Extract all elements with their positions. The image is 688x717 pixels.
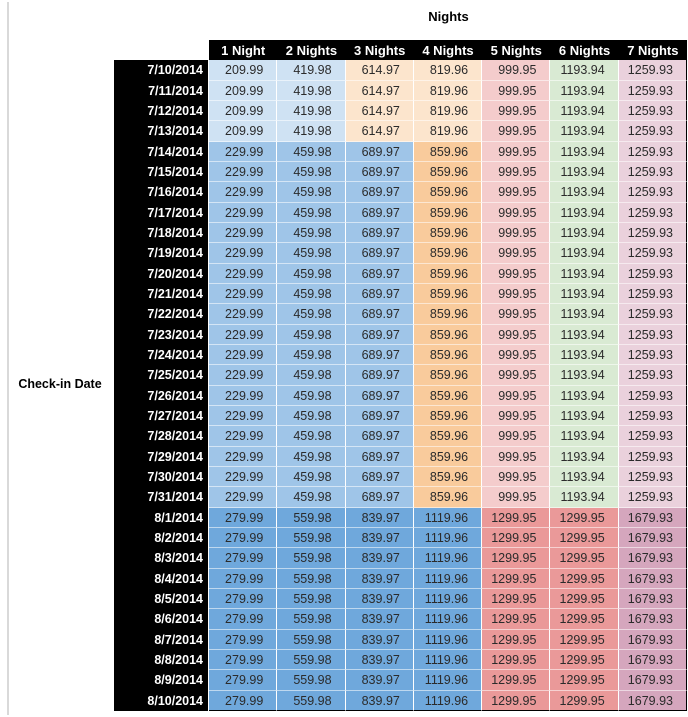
price-cell: 839.97 xyxy=(346,589,414,609)
price-cell: 1259.93 xyxy=(619,284,687,304)
price-cell: 819.96 xyxy=(414,60,482,80)
price-cell: 209.99 xyxy=(209,81,277,101)
price-cell: 1679.93 xyxy=(619,691,687,711)
price-cell: 1193.94 xyxy=(550,386,618,406)
row-label-date: 7/17/2014 xyxy=(114,203,209,223)
row-label-date: 8/3/2014 xyxy=(114,548,209,568)
price-cell: 689.97 xyxy=(346,223,414,243)
price-cell: 999.95 xyxy=(482,284,550,304)
price-cell: 1119.96 xyxy=(414,650,482,670)
row-label-date: 7/19/2014 xyxy=(114,243,209,263)
price-cell: 859.96 xyxy=(414,264,482,284)
price-cell: 1119.96 xyxy=(414,609,482,629)
price-cell: 229.99 xyxy=(209,447,277,467)
price-cell: 1299.95 xyxy=(482,650,550,670)
price-cell: 229.99 xyxy=(209,162,277,182)
price-cell: 279.99 xyxy=(209,528,277,548)
row-label-date: 7/27/2014 xyxy=(114,406,209,426)
price-cell: 689.97 xyxy=(346,447,414,467)
row-label-date: 7/21/2014 xyxy=(114,284,209,304)
price-cell: 279.99 xyxy=(209,691,277,711)
price-cell: 689.97 xyxy=(346,365,414,385)
price-cell: 459.98 xyxy=(277,243,345,263)
price-cell: 1299.95 xyxy=(550,650,618,670)
row-label-date: 7/29/2014 xyxy=(114,447,209,467)
price-cell: 999.95 xyxy=(482,60,550,80)
price-cell: 229.99 xyxy=(209,487,277,507)
price-cell: 859.96 xyxy=(414,162,482,182)
price-cell: 839.97 xyxy=(346,548,414,568)
price-cell: 999.95 xyxy=(482,386,550,406)
price-cell: 1193.94 xyxy=(550,162,618,182)
price-cell: 1193.94 xyxy=(550,203,618,223)
price-cell: 1259.93 xyxy=(619,447,687,467)
price-cell: 229.99 xyxy=(209,142,277,162)
column-header-3-night: 3 Nights xyxy=(346,40,414,61)
price-cell: 229.99 xyxy=(209,467,277,487)
price-cell: 1193.94 xyxy=(550,223,618,243)
price-cell: 689.97 xyxy=(346,182,414,202)
row-label-date: 7/11/2014 xyxy=(114,81,209,101)
price-cell: 229.99 xyxy=(209,223,277,243)
price-cell: 859.96 xyxy=(414,487,482,507)
price-cell: 1259.93 xyxy=(619,243,687,263)
price-cell: 999.95 xyxy=(482,365,550,385)
price-cell: 859.96 xyxy=(414,243,482,263)
price-cell: 229.99 xyxy=(209,426,277,446)
price-cell: 689.97 xyxy=(346,406,414,426)
price-cell: 859.96 xyxy=(414,325,482,345)
column-header-6-night: 6 Nights xyxy=(550,40,618,61)
price-cell: 279.99 xyxy=(209,589,277,609)
price-cell: 1299.95 xyxy=(482,528,550,548)
price-cell: 999.95 xyxy=(482,162,550,182)
price-cell: 559.98 xyxy=(277,569,345,589)
price-cell: 1679.93 xyxy=(619,670,687,690)
price-cell: 459.98 xyxy=(277,386,345,406)
price-cell: 859.96 xyxy=(414,304,482,324)
price-cell: 1259.93 xyxy=(619,406,687,426)
row-label-date: 7/18/2014 xyxy=(114,223,209,243)
price-cell: 229.99 xyxy=(209,345,277,365)
price-cell: 1299.95 xyxy=(482,589,550,609)
price-cell: 859.96 xyxy=(414,223,482,243)
price-cell: 1299.95 xyxy=(550,670,618,690)
row-label-date: 7/14/2014 xyxy=(114,142,209,162)
price-cell: 459.98 xyxy=(277,203,345,223)
price-cell: 689.97 xyxy=(346,386,414,406)
price-cell: 1193.94 xyxy=(550,406,618,426)
price-cell: 999.95 xyxy=(482,121,550,141)
price-cell: 1299.95 xyxy=(550,528,618,548)
price-cell: 1119.96 xyxy=(414,548,482,568)
price-cell: 999.95 xyxy=(482,182,550,202)
price-cell: 859.96 xyxy=(414,386,482,406)
price-cell: 559.98 xyxy=(277,691,345,711)
price-cell: 839.97 xyxy=(346,630,414,650)
row-label-date: 7/24/2014 xyxy=(114,345,209,365)
price-cell: 689.97 xyxy=(346,426,414,446)
price-cell: 689.97 xyxy=(346,345,414,365)
price-cell: 559.98 xyxy=(277,650,345,670)
price-cell: 559.98 xyxy=(277,508,345,528)
price-cell: 839.97 xyxy=(346,508,414,528)
row-label-date: 7/10/2014 xyxy=(114,60,209,80)
price-cell: 999.95 xyxy=(482,101,550,121)
row-label-date: 7/25/2014 xyxy=(114,365,209,385)
price-cell: 1299.95 xyxy=(482,691,550,711)
price-cell: 559.98 xyxy=(277,609,345,629)
price-cell: 1193.94 xyxy=(550,284,618,304)
price-cell: 229.99 xyxy=(209,365,277,385)
price-cell: 859.96 xyxy=(414,467,482,487)
price-cell: 1299.95 xyxy=(482,670,550,690)
price-cell: 819.96 xyxy=(414,81,482,101)
price-cell: 1299.95 xyxy=(550,630,618,650)
price-cell: 1259.93 xyxy=(619,426,687,446)
price-cell: 1259.93 xyxy=(619,142,687,162)
price-cell: 1299.95 xyxy=(482,569,550,589)
row-label-date: 8/8/2014 xyxy=(114,650,209,670)
price-cell: 1259.93 xyxy=(619,325,687,345)
price-cell: 999.95 xyxy=(482,223,550,243)
price-cell: 859.96 xyxy=(414,182,482,202)
price-cell: 1299.95 xyxy=(550,548,618,568)
price-cell: 459.98 xyxy=(277,142,345,162)
price-cell: 689.97 xyxy=(346,142,414,162)
price-cell: 459.98 xyxy=(277,325,345,345)
price-cell: 229.99 xyxy=(209,325,277,345)
price-cell: 459.98 xyxy=(277,467,345,487)
price-cell: 614.97 xyxy=(346,60,414,80)
price-cell: 1193.94 xyxy=(550,142,618,162)
price-cell: 459.98 xyxy=(277,365,345,385)
price-cell: 859.96 xyxy=(414,447,482,467)
price-cell: 999.95 xyxy=(482,304,550,324)
price-cell: 839.97 xyxy=(346,609,414,629)
price-cell: 1193.94 xyxy=(550,81,618,101)
price-cell: 279.99 xyxy=(209,609,277,629)
price-cell: 459.98 xyxy=(277,426,345,446)
price-cell: 999.95 xyxy=(482,81,550,101)
price-cell: 1193.94 xyxy=(550,121,618,141)
price-cell: 1259.93 xyxy=(619,386,687,406)
price-cell: 459.98 xyxy=(277,182,345,202)
price-cell: 209.99 xyxy=(209,60,277,80)
table-corner-cell xyxy=(114,40,209,61)
price-cell: 1299.95 xyxy=(550,589,618,609)
row-label-date: 7/22/2014 xyxy=(114,304,209,324)
price-cell: 279.99 xyxy=(209,548,277,568)
price-cell: 419.98 xyxy=(277,101,345,121)
price-cell: 1193.94 xyxy=(550,447,618,467)
price-cell: 999.95 xyxy=(482,142,550,162)
price-cell: 459.98 xyxy=(277,304,345,324)
price-cell: 1259.93 xyxy=(619,121,687,141)
price-cell: 1259.93 xyxy=(619,345,687,365)
price-cell: 999.95 xyxy=(482,447,550,467)
price-cell: 999.95 xyxy=(482,426,550,446)
price-cell: 1193.94 xyxy=(550,345,618,365)
price-cell: 1679.93 xyxy=(619,528,687,548)
price-cell: 999.95 xyxy=(482,487,550,507)
price-cell: 229.99 xyxy=(209,182,277,202)
price-cell: 279.99 xyxy=(209,650,277,670)
row-label-date: 8/2/2014 xyxy=(114,528,209,548)
price-cell: 1119.96 xyxy=(414,508,482,528)
price-cell: 229.99 xyxy=(209,243,277,263)
price-cell: 1259.93 xyxy=(619,203,687,223)
price-cell: 1259.93 xyxy=(619,487,687,507)
price-cell: 1259.93 xyxy=(619,81,687,101)
price-cell: 999.95 xyxy=(482,203,550,223)
column-header-5-night: 5 Nights xyxy=(482,40,550,61)
price-cell: 1193.94 xyxy=(550,264,618,284)
price-cell: 229.99 xyxy=(209,386,277,406)
price-cell: 1119.96 xyxy=(414,630,482,650)
row-label-date: 7/26/2014 xyxy=(114,386,209,406)
price-cell: 279.99 xyxy=(209,569,277,589)
price-cell: 689.97 xyxy=(346,203,414,223)
column-header-7-night: 7 Nights xyxy=(619,40,687,61)
price-cell: 1193.94 xyxy=(550,182,618,202)
price-cell: 279.99 xyxy=(209,630,277,650)
price-cell: 839.97 xyxy=(346,670,414,690)
price-cell: 1299.95 xyxy=(550,569,618,589)
price-cell: 1299.95 xyxy=(550,508,618,528)
price-cell: 859.96 xyxy=(414,284,482,304)
row-label-date: 8/9/2014 xyxy=(114,670,209,690)
price-cell: 559.98 xyxy=(277,589,345,609)
price-cell: 229.99 xyxy=(209,203,277,223)
price-cell: 839.97 xyxy=(346,569,414,589)
row-label-date: 7/20/2014 xyxy=(114,264,209,284)
price-cell: 1299.95 xyxy=(550,691,618,711)
row-label-date: 7/31/2014 xyxy=(114,487,209,507)
price-cell: 1259.93 xyxy=(619,467,687,487)
price-cell: 839.97 xyxy=(346,528,414,548)
price-cell: 614.97 xyxy=(346,101,414,121)
price-cell: 1119.96 xyxy=(414,569,482,589)
row-label-date: 7/23/2014 xyxy=(114,325,209,345)
price-cell: 999.95 xyxy=(482,467,550,487)
price-cell: 859.96 xyxy=(414,203,482,223)
price-cell: 689.97 xyxy=(346,243,414,263)
price-cell: 614.97 xyxy=(346,121,414,141)
row-label-date: 8/6/2014 xyxy=(114,609,209,629)
price-cell: 1679.93 xyxy=(619,569,687,589)
price-cell: 559.98 xyxy=(277,528,345,548)
price-cell: 689.97 xyxy=(346,304,414,324)
row-label-date: 7/28/2014 xyxy=(114,426,209,446)
price-cell: 1299.95 xyxy=(482,609,550,629)
price-cell: 1193.94 xyxy=(550,487,618,507)
price-cell: 1119.96 xyxy=(414,691,482,711)
price-cell: 459.98 xyxy=(277,447,345,467)
price-cell: 1259.93 xyxy=(619,60,687,80)
price-cell: 689.97 xyxy=(346,264,414,284)
price-cell: 999.95 xyxy=(482,406,550,426)
price-cell: 459.98 xyxy=(277,284,345,304)
price-cell: 859.96 xyxy=(414,426,482,446)
price-cell: 459.98 xyxy=(277,162,345,182)
price-cell: 1679.93 xyxy=(619,609,687,629)
price-cell: 1193.94 xyxy=(550,467,618,487)
row-label-date: 8/1/2014 xyxy=(114,508,209,528)
price-cell: 839.97 xyxy=(346,650,414,670)
column-header-2-night: 2 Nights xyxy=(277,40,345,61)
price-cell: 1679.93 xyxy=(619,589,687,609)
price-cell: 1193.94 xyxy=(550,101,618,121)
price-cell: 1259.93 xyxy=(619,365,687,385)
price-cell: 1259.93 xyxy=(619,182,687,202)
price-cell: 999.95 xyxy=(482,325,550,345)
row-label-date: 8/7/2014 xyxy=(114,630,209,650)
row-label-date: 8/4/2014 xyxy=(114,569,209,589)
price-cell: 1299.95 xyxy=(482,508,550,528)
price-cell: 419.98 xyxy=(277,121,345,141)
price-cell: 1259.93 xyxy=(619,223,687,243)
table-title: Nights xyxy=(428,9,469,24)
price-cell: 1299.95 xyxy=(550,609,618,629)
price-cell: 419.98 xyxy=(277,60,345,80)
price-cell: 689.97 xyxy=(346,487,414,507)
price-cell: 1679.93 xyxy=(619,630,687,650)
price-cell: 999.95 xyxy=(482,345,550,365)
price-cell: 689.97 xyxy=(346,325,414,345)
row-label-date: 7/30/2014 xyxy=(114,467,209,487)
pricing-table xyxy=(114,40,687,711)
price-cell: 999.95 xyxy=(482,264,550,284)
price-cell: 459.98 xyxy=(277,264,345,284)
price-cell: 559.98 xyxy=(277,670,345,690)
price-cell: 1119.96 xyxy=(414,528,482,548)
price-cell: 859.96 xyxy=(414,406,482,426)
price-cell: 279.99 xyxy=(209,670,277,690)
row-label-date: 8/10/2014 xyxy=(114,691,209,711)
price-cell: 1259.93 xyxy=(619,304,687,324)
price-cell: 859.96 xyxy=(414,345,482,365)
price-cell: 859.96 xyxy=(414,365,482,385)
price-cell: 1679.93 xyxy=(619,508,687,528)
price-cell: 999.95 xyxy=(482,243,550,263)
price-cell: 1679.93 xyxy=(619,548,687,568)
price-cell: 819.96 xyxy=(414,121,482,141)
price-cell: 1193.94 xyxy=(550,60,618,80)
left-gutter-line xyxy=(7,2,9,715)
price-cell: 459.98 xyxy=(277,345,345,365)
row-label-date: 7/13/2014 xyxy=(114,121,209,141)
price-cell: 229.99 xyxy=(209,264,277,284)
price-cell: 1119.96 xyxy=(414,589,482,609)
price-cell: 1259.93 xyxy=(619,264,687,284)
price-cell: 1259.93 xyxy=(619,101,687,121)
row-label-date: 8/5/2014 xyxy=(114,589,209,609)
row-label-date: 7/16/2014 xyxy=(114,182,209,202)
price-cell: 1193.94 xyxy=(550,325,618,345)
price-cell: 559.98 xyxy=(277,548,345,568)
price-cell: 1193.94 xyxy=(550,365,618,385)
column-header-4-night: 4 Nights xyxy=(414,40,482,61)
price-cell: 839.97 xyxy=(346,691,414,711)
column-header-1-night: 1 Night xyxy=(209,40,277,61)
price-cell: 209.99 xyxy=(209,101,277,121)
price-cell: 1193.94 xyxy=(550,304,618,324)
price-cell: 559.98 xyxy=(277,630,345,650)
price-cell: 419.98 xyxy=(277,81,345,101)
price-cell: 459.98 xyxy=(277,223,345,243)
row-label-date: 7/15/2014 xyxy=(114,162,209,182)
price-cell: 689.97 xyxy=(346,162,414,182)
price-cell: 819.96 xyxy=(414,101,482,121)
price-cell: 209.99 xyxy=(209,121,277,141)
price-cell: 1119.96 xyxy=(414,670,482,690)
price-cell: 1679.93 xyxy=(619,650,687,670)
price-cell: 1193.94 xyxy=(550,426,618,446)
checkin-date-axis-label: Check-in Date xyxy=(18,377,102,391)
price-cell: 689.97 xyxy=(346,284,414,304)
price-cell: 459.98 xyxy=(277,406,345,426)
price-cell: 1299.95 xyxy=(482,548,550,568)
price-cell: 229.99 xyxy=(209,284,277,304)
price-cell: 279.99 xyxy=(209,508,277,528)
price-cell: 1299.95 xyxy=(482,630,550,650)
price-cell: 229.99 xyxy=(209,406,277,426)
price-cell: 859.96 xyxy=(414,142,482,162)
price-cell: 459.98 xyxy=(277,487,345,507)
price-cell: 229.99 xyxy=(209,304,277,324)
price-cell: 1193.94 xyxy=(550,243,618,263)
price-cell: 1259.93 xyxy=(619,162,687,182)
price-cell: 614.97 xyxy=(346,81,414,101)
row-label-date: 7/12/2014 xyxy=(114,101,209,121)
price-cell: 689.97 xyxy=(346,467,414,487)
